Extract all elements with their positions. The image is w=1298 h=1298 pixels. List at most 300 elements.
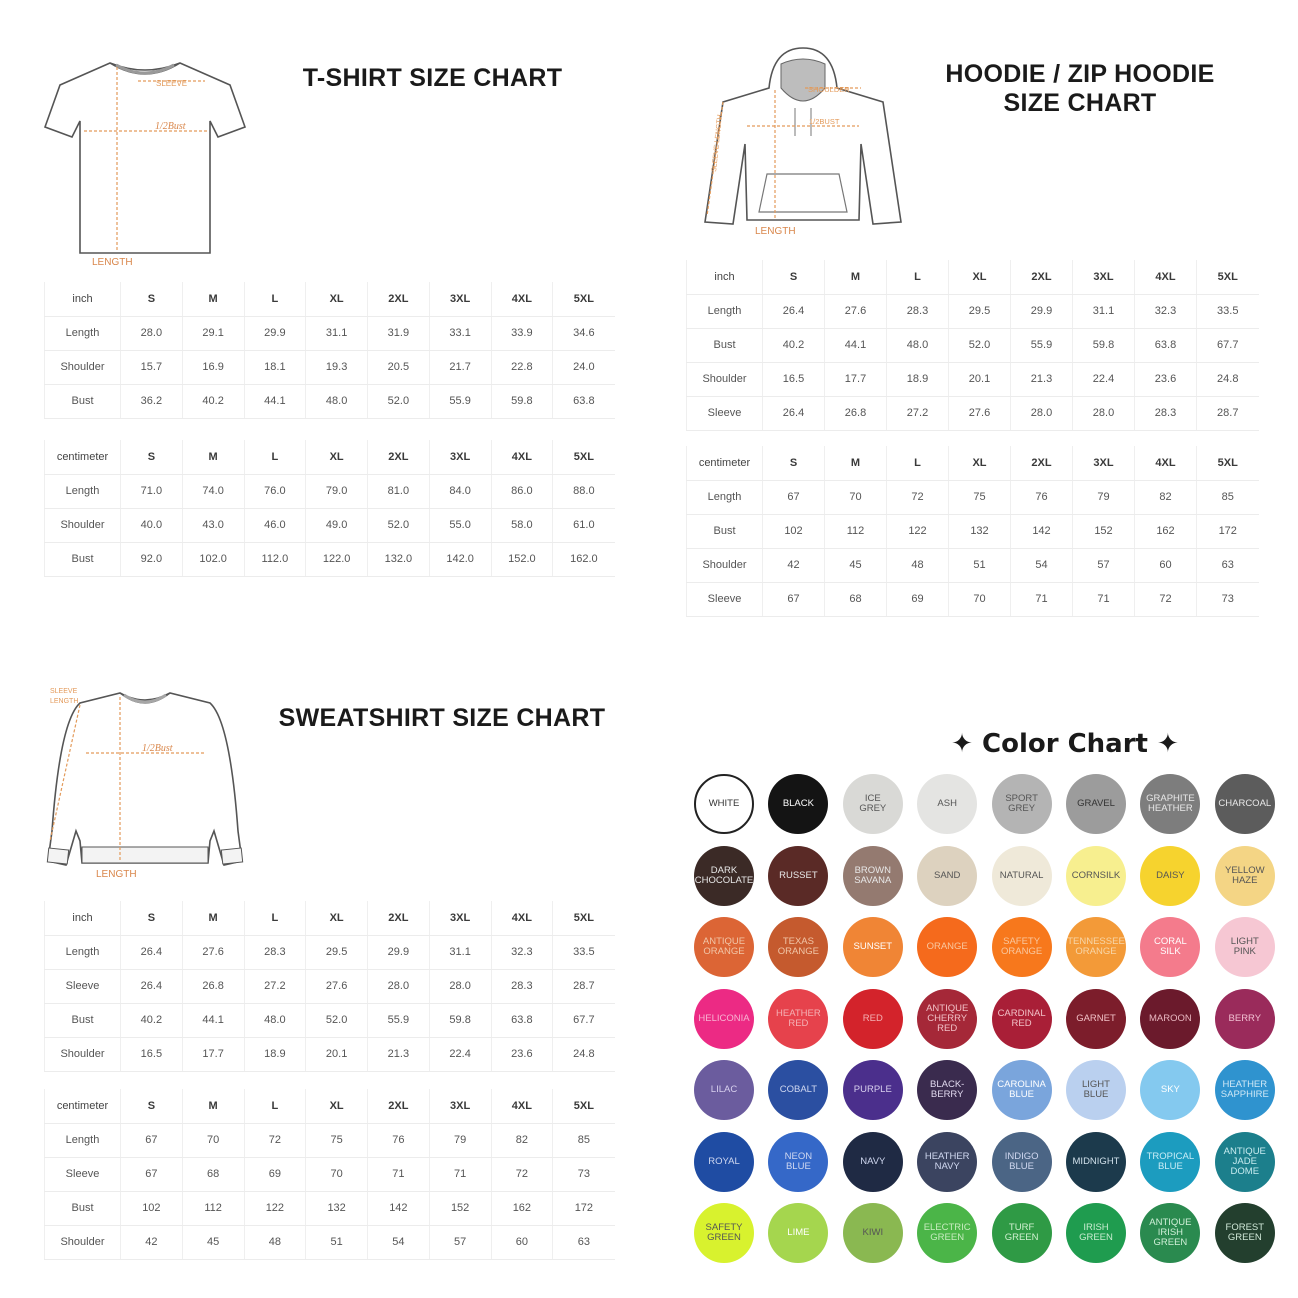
color-swatch: LIGHT PINK bbox=[1215, 917, 1275, 977]
color-swatch: ORANGE bbox=[917, 917, 977, 977]
table-cell: 71 bbox=[429, 1157, 491, 1191]
table-cell: 132 bbox=[949, 514, 1011, 548]
hoodie-cm-table bbox=[686, 446, 1259, 617]
sweatshirt-title: SWEATSHIRT SIZE CHART bbox=[278, 704, 606, 732]
table-cell: 57 bbox=[429, 1225, 491, 1259]
color-swatch: FOREST GREEN bbox=[1215, 1203, 1275, 1263]
table-cell: 85 bbox=[553, 1123, 615, 1157]
table-cell: 34.6 bbox=[553, 316, 615, 350]
table-cell: 152 bbox=[429, 1191, 491, 1225]
table-cell: 17.7 bbox=[182, 1037, 244, 1071]
table-cell: 71 bbox=[368, 1157, 430, 1191]
table-cell: 55.0 bbox=[429, 508, 491, 542]
size-header: 5XL bbox=[1197, 446, 1259, 480]
table-cell: 21.3 bbox=[368, 1037, 430, 1071]
table-row bbox=[687, 294, 1259, 328]
color-swatch: NATURAL bbox=[992, 846, 1052, 906]
table-row bbox=[687, 514, 1259, 548]
size-header: L bbox=[244, 282, 306, 316]
table-cell: 88.0 bbox=[553, 474, 615, 508]
table-cell: 76 bbox=[368, 1123, 430, 1157]
measurement-label: Length bbox=[687, 294, 763, 328]
color-swatch: SPORT GREY bbox=[992, 774, 1052, 834]
color-swatch: HEATHER SAPPHIRE bbox=[1215, 1060, 1275, 1120]
measurement-label: Length bbox=[45, 316, 121, 350]
color-swatch: LIME bbox=[768, 1203, 828, 1263]
unit-header: inch bbox=[687, 260, 763, 294]
table-cell: 32.3 bbox=[491, 935, 553, 969]
table-cell: 58.0 bbox=[491, 508, 553, 542]
table-cell: 42 bbox=[121, 1225, 183, 1259]
table-cell: 79 bbox=[429, 1123, 491, 1157]
tshirt-sleeve-label: SLEEVE bbox=[156, 79, 188, 88]
color-chart-title bbox=[930, 724, 1200, 764]
measurement-label: Length bbox=[687, 480, 763, 514]
table-cell: 54 bbox=[368, 1225, 430, 1259]
table-cell: 42 bbox=[763, 548, 825, 582]
table-header-row bbox=[45, 1089, 615, 1123]
size-header: 2XL bbox=[1011, 260, 1073, 294]
size-header: 4XL bbox=[491, 1089, 553, 1123]
table-cell: 84.0 bbox=[429, 474, 491, 508]
table-cell: 92.0 bbox=[121, 542, 183, 576]
color-swatch: NAVY bbox=[843, 1132, 903, 1192]
table-cell: 82 bbox=[1135, 480, 1197, 514]
table-cell: 73 bbox=[1197, 582, 1259, 616]
table-cell: 52.0 bbox=[306, 1003, 368, 1037]
table-cell: 27.6 bbox=[825, 294, 887, 328]
table-cell: 60 bbox=[1135, 548, 1197, 582]
table-cell: 28.3 bbox=[244, 935, 306, 969]
table-cell: 59.8 bbox=[429, 1003, 491, 1037]
size-header: XL bbox=[949, 260, 1011, 294]
table-cell: 52.0 bbox=[949, 328, 1011, 362]
table-cell: 16.5 bbox=[763, 362, 825, 396]
tshirt-title: T-SHIRT SIZE CHART bbox=[302, 64, 563, 92]
table-cell: 102 bbox=[763, 514, 825, 548]
table-cell: 68 bbox=[182, 1157, 244, 1191]
color-swatch: SAFETY ORANGE bbox=[992, 917, 1052, 977]
color-swatch: SAND bbox=[917, 846, 977, 906]
table-cell: 82 bbox=[491, 1123, 553, 1157]
measurement-label: Shoulder bbox=[45, 508, 121, 542]
table-row bbox=[45, 1003, 615, 1037]
sparkle-icon: ✦ bbox=[1157, 729, 1179, 759]
table-row bbox=[687, 480, 1259, 514]
size-header: 3XL bbox=[429, 901, 491, 935]
hoodie-title-line2: SIZE CHART bbox=[1003, 89, 1157, 117]
size-header: S bbox=[121, 440, 183, 474]
hoodie-title bbox=[919, 60, 1241, 118]
table-cell: 55.9 bbox=[368, 1003, 430, 1037]
table-cell: 81.0 bbox=[368, 474, 430, 508]
size-header: XL bbox=[306, 1089, 368, 1123]
table-cell: 46.0 bbox=[244, 508, 306, 542]
unit-header: centimeter bbox=[45, 1089, 121, 1123]
table-cell: 18.9 bbox=[887, 362, 949, 396]
table-cell: 67 bbox=[763, 480, 825, 514]
table-cell: 27.6 bbox=[306, 969, 368, 1003]
table-cell: 54 bbox=[1011, 548, 1073, 582]
table-cell: 27.6 bbox=[182, 935, 244, 969]
table-cell: 67.7 bbox=[1197, 328, 1259, 362]
color-swatch: MAROON bbox=[1140, 989, 1200, 1049]
table-cell: 33.5 bbox=[1197, 294, 1259, 328]
size-header: 5XL bbox=[553, 440, 615, 474]
table-cell: 86.0 bbox=[491, 474, 553, 508]
table-cell: 79.0 bbox=[306, 474, 368, 508]
size-header: 3XL bbox=[429, 282, 491, 316]
table-cell: 75 bbox=[306, 1123, 368, 1157]
size-header: 4XL bbox=[1135, 446, 1197, 480]
measurement-label: Bust bbox=[45, 384, 121, 418]
size-header: L bbox=[887, 260, 949, 294]
table-cell: 21.3 bbox=[1011, 362, 1073, 396]
table-cell: 67 bbox=[763, 582, 825, 616]
table-row bbox=[45, 384, 615, 418]
color-swatch: CORNSILK bbox=[1066, 846, 1126, 906]
table-cell: 63.8 bbox=[491, 1003, 553, 1037]
table-row bbox=[45, 542, 615, 576]
measurement-label: Sleeve bbox=[45, 1157, 121, 1191]
table-cell: 122 bbox=[244, 1191, 306, 1225]
sweatshirt-half-bust-label: 1/2Bust bbox=[142, 743, 173, 754]
table-cell: 132 bbox=[306, 1191, 368, 1225]
table-cell: 40.2 bbox=[763, 328, 825, 362]
table-cell: 51 bbox=[949, 548, 1011, 582]
table-cell: 48 bbox=[244, 1225, 306, 1259]
table-cell: 69 bbox=[887, 582, 949, 616]
sweatshirt-sleeve-label-line2: LENGTH bbox=[50, 698, 79, 705]
table-cell: 52.0 bbox=[368, 508, 430, 542]
size-header: L bbox=[244, 440, 306, 474]
size-header: XL bbox=[306, 440, 368, 474]
size-header: S bbox=[121, 901, 183, 935]
table-cell: 29.1 bbox=[182, 316, 244, 350]
table-cell: 70 bbox=[825, 480, 887, 514]
size-header: 4XL bbox=[491, 282, 553, 316]
color-swatch: IRISH GREEN bbox=[1066, 1203, 1126, 1263]
table-cell: 45 bbox=[182, 1225, 244, 1259]
color-swatch: ELECTRIC GREEN bbox=[917, 1203, 977, 1263]
table-cell: 33.1 bbox=[429, 316, 491, 350]
color-swatch: KIWI bbox=[843, 1203, 903, 1263]
table-cell: 72 bbox=[1135, 582, 1197, 616]
size-header: M bbox=[182, 282, 244, 316]
table-cell: 51 bbox=[306, 1225, 368, 1259]
color-swatch-grid bbox=[694, 774, 1286, 1274]
table-cell: 44.1 bbox=[825, 328, 887, 362]
color-swatch: CHARCOAL bbox=[1215, 774, 1275, 834]
color-swatch: SUNSET bbox=[843, 917, 903, 977]
color-swatch: CORAL SILK bbox=[1140, 917, 1200, 977]
table-cell: 70 bbox=[306, 1157, 368, 1191]
table-cell: 74.0 bbox=[182, 474, 244, 508]
table-cell: 33.9 bbox=[491, 316, 553, 350]
measurement-label: Shoulder bbox=[687, 548, 763, 582]
table-row bbox=[45, 508, 615, 542]
table-cell: 22.4 bbox=[1073, 362, 1135, 396]
size-header: XL bbox=[306, 282, 368, 316]
color-swatch: TROPICAL BLUE bbox=[1140, 1132, 1200, 1192]
table-cell: 72 bbox=[887, 480, 949, 514]
hoodie-length-label: LENGTH bbox=[755, 226, 796, 237]
table-cell: 17.7 bbox=[825, 362, 887, 396]
table-cell: 23.6 bbox=[491, 1037, 553, 1071]
table-cell: 16.9 bbox=[182, 350, 244, 384]
unit-header: centimeter bbox=[687, 446, 763, 480]
hoodie-inch-table bbox=[686, 260, 1259, 431]
color-swatch: ICE GREY bbox=[843, 774, 903, 834]
size-header: L bbox=[244, 901, 306, 935]
measurement-label: Length bbox=[45, 474, 121, 508]
color-swatch: SKY bbox=[1140, 1060, 1200, 1120]
table-cell: 71 bbox=[1073, 582, 1135, 616]
table-cell: 24.8 bbox=[1197, 362, 1259, 396]
table-cell: 40.2 bbox=[121, 1003, 183, 1037]
table-cell: 31.1 bbox=[306, 316, 368, 350]
table-cell: 22.8 bbox=[491, 350, 553, 384]
size-header: 5XL bbox=[553, 1089, 615, 1123]
table-cell: 70 bbox=[182, 1123, 244, 1157]
table-cell: 102.0 bbox=[182, 542, 244, 576]
color-swatch: WHITE bbox=[694, 774, 754, 834]
size-header: S bbox=[763, 446, 825, 480]
color-swatch: MIDNIGHT bbox=[1066, 1132, 1126, 1192]
table-cell: 16.5 bbox=[121, 1037, 183, 1071]
hoodie-sleeve-length-label: SLEEVE LENGTH bbox=[711, 114, 725, 173]
size-header: 3XL bbox=[1073, 446, 1135, 480]
color-swatch: ANTIQUE ORANGE bbox=[694, 917, 754, 977]
table-cell: 26.4 bbox=[763, 294, 825, 328]
table-cell: 52.0 bbox=[368, 384, 430, 418]
table-header-row bbox=[45, 901, 615, 935]
table-cell: 67.7 bbox=[553, 1003, 615, 1037]
size-header: M bbox=[825, 446, 887, 480]
size-header: 4XL bbox=[491, 901, 553, 935]
hoodie-title-line1: HOODIE / ZIP HOODIE bbox=[945, 60, 1215, 88]
measurement-label: Length bbox=[45, 935, 121, 969]
table-cell: 15.7 bbox=[121, 350, 183, 384]
color-swatch: TURF GREEN bbox=[992, 1203, 1052, 1263]
unit-header: centimeter bbox=[45, 440, 121, 474]
color-swatch: GARNET bbox=[1066, 989, 1126, 1049]
sparkle-icon: ✦ bbox=[951, 729, 973, 759]
measurement-label: Bust bbox=[687, 328, 763, 362]
size-header: 2XL bbox=[368, 282, 430, 316]
table-row bbox=[687, 328, 1259, 362]
measurement-label: Shoulder bbox=[45, 350, 121, 384]
hoodie-half-bust-label: 1/2BUST bbox=[809, 117, 840, 126]
color-swatch: GRAVEL bbox=[1066, 774, 1126, 834]
size-header: 4XL bbox=[1135, 260, 1197, 294]
table-cell: 69 bbox=[244, 1157, 306, 1191]
size-header: S bbox=[763, 260, 825, 294]
table-cell: 29.5 bbox=[949, 294, 1011, 328]
color-swatch: COBALT bbox=[768, 1060, 828, 1120]
measurement-label: Shoulder bbox=[45, 1225, 121, 1259]
table-cell: 28.3 bbox=[491, 969, 553, 1003]
table-cell: 29.5 bbox=[306, 935, 368, 969]
table-cell: 33.5 bbox=[553, 935, 615, 969]
table-cell: 48.0 bbox=[244, 1003, 306, 1037]
sweatshirt-panel bbox=[0, 649, 649, 1298]
table-cell: 79 bbox=[1073, 480, 1135, 514]
table-cell: 57 bbox=[1073, 548, 1135, 582]
color-chart-title-text: Color Chart bbox=[982, 729, 1148, 759]
size-header: 2XL bbox=[1011, 446, 1073, 480]
table-cell: 142.0 bbox=[429, 542, 491, 576]
table-cell: 49.0 bbox=[306, 508, 368, 542]
table-cell: 28.0 bbox=[429, 969, 491, 1003]
table-cell: 44.1 bbox=[182, 1003, 244, 1037]
size-header: 5XL bbox=[1197, 260, 1259, 294]
color-swatch: PURPLE bbox=[843, 1060, 903, 1120]
table-cell: 18.9 bbox=[244, 1037, 306, 1071]
color-swatch: ASH bbox=[917, 774, 977, 834]
table-cell: 31.9 bbox=[368, 316, 430, 350]
table-row bbox=[45, 316, 615, 350]
hoodie-diagram bbox=[701, 44, 906, 240]
table-row bbox=[45, 935, 615, 969]
table-cell: 76.0 bbox=[244, 474, 306, 508]
size-header: 2XL bbox=[368, 901, 430, 935]
size-header: M bbox=[182, 1089, 244, 1123]
table-cell: 31.1 bbox=[1073, 294, 1135, 328]
table-cell: 24.8 bbox=[553, 1037, 615, 1071]
color-swatch: HEATHER NAVY bbox=[917, 1132, 977, 1192]
color-swatch: GRAPHITE HEATHER bbox=[1140, 774, 1200, 834]
table-header-row bbox=[687, 260, 1259, 294]
size-header: XL bbox=[306, 901, 368, 935]
table-cell: 28.0 bbox=[1073, 396, 1135, 430]
color-swatch: TEXAS ORANGE bbox=[768, 917, 828, 977]
color-swatch: RUSSET bbox=[768, 846, 828, 906]
sweatshirt-cm-table bbox=[44, 1089, 615, 1260]
table-cell: 28.3 bbox=[1135, 396, 1197, 430]
table-cell: 67 bbox=[121, 1123, 183, 1157]
table-cell: 24.0 bbox=[553, 350, 615, 384]
table-cell: 27.6 bbox=[949, 396, 1011, 430]
color-swatch: LILAC bbox=[694, 1060, 754, 1120]
table-header-row bbox=[45, 440, 615, 474]
tshirt-length-label: LENGTH bbox=[92, 257, 133, 268]
color-swatch: HEATHER RED bbox=[768, 989, 828, 1049]
table-cell: 162 bbox=[1135, 514, 1197, 548]
color-swatch: HELICONIA bbox=[694, 989, 754, 1049]
table-row bbox=[45, 350, 615, 384]
measurement-label: Sleeve bbox=[687, 582, 763, 616]
table-cell: 172 bbox=[1197, 514, 1259, 548]
size-header: M bbox=[182, 440, 244, 474]
table-cell: 172 bbox=[553, 1191, 615, 1225]
table-cell: 112 bbox=[182, 1191, 244, 1225]
table-cell: 122.0 bbox=[306, 542, 368, 576]
size-header: L bbox=[887, 446, 949, 480]
table-cell: 102 bbox=[121, 1191, 183, 1225]
table-cell: 72 bbox=[244, 1123, 306, 1157]
table-cell: 48.0 bbox=[887, 328, 949, 362]
table-cell: 71.0 bbox=[121, 474, 183, 508]
table-cell: 76 bbox=[1011, 480, 1073, 514]
table-cell: 60 bbox=[491, 1225, 553, 1259]
table-cell: 48 bbox=[887, 548, 949, 582]
size-header: 2XL bbox=[368, 1089, 430, 1123]
tshirt-diagram bbox=[40, 55, 250, 270]
table-cell: 20.1 bbox=[949, 362, 1011, 396]
color-swatch: TENNESSEE ORANGE bbox=[1066, 917, 1126, 977]
table-cell: 29.9 bbox=[244, 316, 306, 350]
color-swatch: BLACK bbox=[768, 774, 828, 834]
color-swatch: ANTIQUE JADE DOME bbox=[1215, 1132, 1275, 1192]
table-cell: 68 bbox=[825, 582, 887, 616]
table-cell: 142 bbox=[368, 1191, 430, 1225]
table-row bbox=[687, 396, 1259, 430]
table-cell: 28.7 bbox=[1197, 396, 1259, 430]
table-cell: 28.0 bbox=[1011, 396, 1073, 430]
table-cell: 29.9 bbox=[368, 935, 430, 969]
table-cell: 27.2 bbox=[887, 396, 949, 430]
size-header: XL bbox=[949, 446, 1011, 480]
table-row bbox=[45, 1157, 615, 1191]
size-header: M bbox=[825, 260, 887, 294]
measurement-label: Sleeve bbox=[687, 396, 763, 430]
table-cell: 26.8 bbox=[182, 969, 244, 1003]
table-cell: 142 bbox=[1011, 514, 1073, 548]
measurement-label: Shoulder bbox=[45, 1037, 121, 1071]
table-cell: 26.4 bbox=[763, 396, 825, 430]
sweatshirt-sleeve-label-line1: SLEEVE bbox=[50, 688, 78, 695]
tshirt-half-bust-label: 1/2Bust bbox=[155, 121, 186, 132]
table-cell: 63.8 bbox=[1135, 328, 1197, 362]
size-header: 3XL bbox=[429, 1089, 491, 1123]
size-header: S bbox=[121, 1089, 183, 1123]
table-cell: 59.8 bbox=[1073, 328, 1135, 362]
tshirt-panel bbox=[0, 0, 649, 649]
table-cell: 55.9 bbox=[1011, 328, 1073, 362]
table-header-row bbox=[45, 282, 615, 316]
table-row bbox=[45, 1123, 615, 1157]
table-cell: 70 bbox=[949, 582, 1011, 616]
table-cell: 75 bbox=[949, 480, 1011, 514]
table-cell: 32.3 bbox=[1135, 294, 1197, 328]
color-swatch: SAFETY GREEN bbox=[694, 1203, 754, 1263]
table-cell: 45 bbox=[825, 548, 887, 582]
color-swatch: CAROLINA BLUE bbox=[992, 1060, 1052, 1120]
sweatshirt-diagram bbox=[40, 681, 250, 881]
table-cell: 122 bbox=[887, 514, 949, 548]
sweatshirt-length-label: LENGTH bbox=[96, 869, 137, 880]
table-row bbox=[687, 582, 1259, 616]
color-swatch: BERRY bbox=[1215, 989, 1275, 1049]
table-row bbox=[45, 1191, 615, 1225]
table-cell: 162.0 bbox=[553, 542, 615, 576]
size-header: M bbox=[182, 901, 244, 935]
table-cell: 44.1 bbox=[244, 384, 306, 418]
table-cell: 63 bbox=[1197, 548, 1259, 582]
table-cell: 18.1 bbox=[244, 350, 306, 384]
measurement-label: Length bbox=[45, 1123, 121, 1157]
measurement-label: Bust bbox=[45, 542, 121, 576]
table-cell: 112.0 bbox=[244, 542, 306, 576]
color-swatch: CARDINAL RED bbox=[992, 989, 1052, 1049]
measurement-label: Sleeve bbox=[45, 969, 121, 1003]
table-cell: 21.7 bbox=[429, 350, 491, 384]
sweatshirt-inch-table bbox=[44, 901, 615, 1072]
table-cell: 20.5 bbox=[368, 350, 430, 384]
measurement-label: Bust bbox=[687, 514, 763, 548]
table-cell: 61.0 bbox=[553, 508, 615, 542]
